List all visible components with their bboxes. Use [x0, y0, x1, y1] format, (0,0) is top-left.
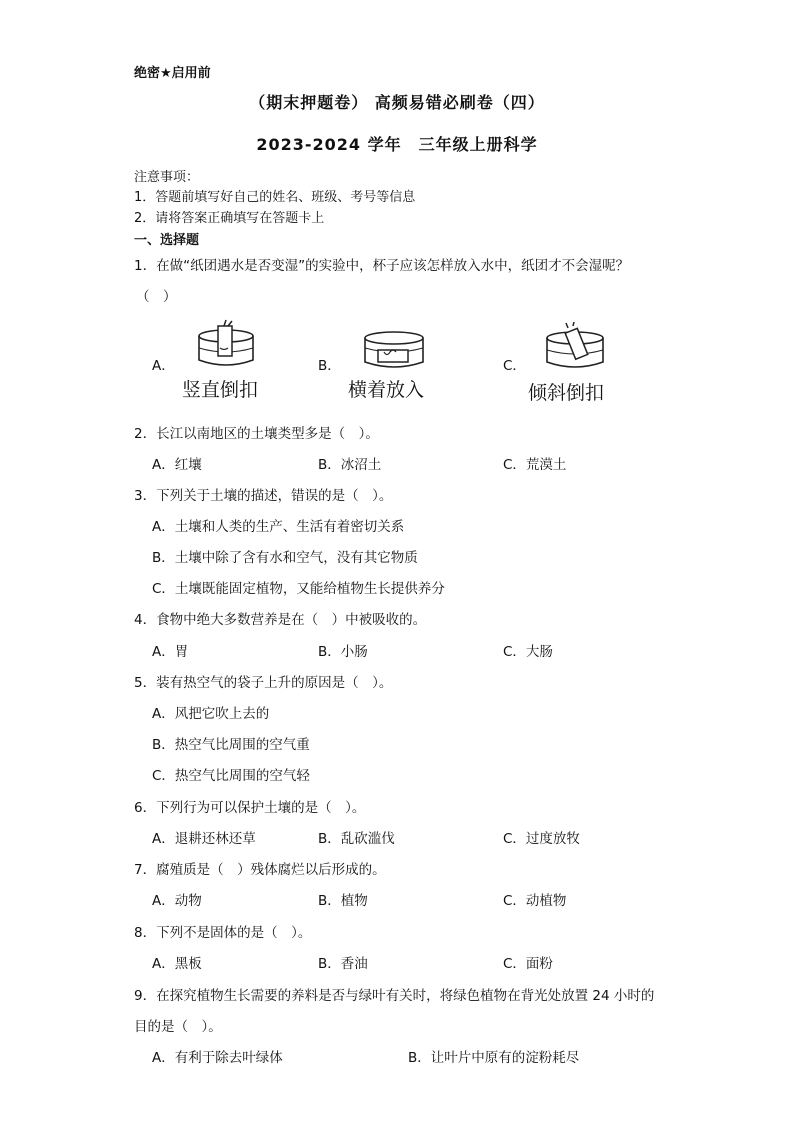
question-9: 9．在探究植物生长需要的养料是否与绿叶有关时，将绿色植物在背光处放置 24 小时的 [134, 988, 655, 1004]
note-item: 1．答题前填写好自己的姓名、班级、考号等信息 [134, 190, 416, 205]
option-letter: B． [318, 358, 341, 374]
option: A．黑板 [152, 956, 202, 972]
exam-subtitle: 2023-2024 学年 三年级上册科学 [256, 135, 538, 154]
option: C．荒漠土 [503, 457, 567, 473]
option-letter: C． [503, 358, 526, 374]
option: A．有利于除去叶绿体 [152, 1050, 283, 1066]
option: C．土壤既能固定植物，又能给植物生长提供养分 [152, 581, 445, 597]
option: A．土壤和人类的生产、生活有着密切关系 [152, 519, 405, 535]
question-8: 8．下列不是固体的是（ ）。 [134, 925, 312, 941]
notes-label: 注意事项： [134, 170, 200, 185]
option: B．热空气比周围的空气重 [152, 737, 310, 753]
option: A．红壤 [152, 457, 202, 473]
question-2: 2．长江以南地区的土壤类型多是（ ）。 [134, 426, 379, 442]
question-7: 7．腐殖质是（ ）残体腐烂以后形成的。 [134, 862, 386, 878]
option: A．风把它吹上去的 [152, 706, 270, 722]
option-caption: 竖直倒扣 [182, 379, 259, 401]
option: C．大肠 [503, 644, 553, 660]
option: B．小肠 [318, 644, 368, 660]
option: B．植物 [318, 893, 368, 909]
question-4: 4．食物中绝大多数营养是在（ ）中被吸收的。 [134, 612, 427, 628]
note-item: 2．请将答案正确填写在答题卡上 [134, 211, 325, 226]
option: C．过度放牧 [503, 831, 580, 847]
option: A．退耕还林还草 [152, 831, 256, 847]
cup-sideways-icon [362, 328, 426, 374]
question-1-blank: （ ） [136, 289, 177, 305]
option: B．土壤中除了含有水和空气，没有其它物质 [152, 550, 418, 566]
option: C．面粉 [503, 956, 553, 972]
option-caption: 倾斜倒扣 [528, 382, 605, 404]
question-9-cont: 目的是（ ）。 [134, 1019, 222, 1035]
option: C．热空气比周围的空气轻 [152, 768, 310, 784]
question-6: 6．下列行为可以保护土壤的是（ ）。 [134, 800, 366, 816]
question-5: 5．装有热空气的袋子上升的原因是（ ）。 [134, 675, 393, 691]
question-1: 1．在做“纸团遇水是否变湿”的实验中，杯子应该怎样放入水中，纸团才不会湿呢？ [134, 258, 630, 274]
option: A．胃 [152, 644, 189, 660]
option: A．动物 [152, 893, 202, 909]
option-caption: 横着放入 [348, 379, 425, 401]
section-heading: 一、选择题 [134, 233, 200, 248]
cup-vertical-icon [196, 318, 256, 372]
option: B．冰沼土 [318, 457, 382, 473]
option: B．乱砍滥伐 [318, 831, 395, 847]
confidential-label: 绝密★启用前 [134, 66, 211, 81]
option: C．动植物 [503, 893, 567, 909]
option: B．让叶片中原有的淀粉耗尽 [408, 1050, 580, 1066]
cup-tilted-icon [544, 322, 606, 374]
option: B．香油 [318, 956, 368, 972]
option-letter: A． [152, 358, 175, 374]
exam-title: （期末押题卷） 高频易错必刷卷（四） [249, 93, 545, 112]
question-3: 3．下列关于土壤的描述，错误的是（ ）。 [134, 488, 393, 504]
